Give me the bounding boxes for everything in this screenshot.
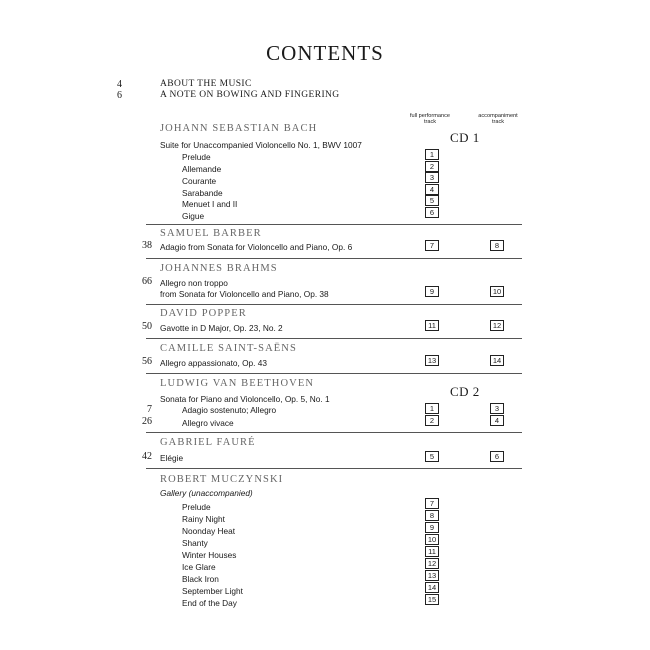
full-track-number: 1	[425, 403, 439, 414]
movement-title[interactable]: Prelude	[182, 502, 211, 512]
accompaniment-track-number: 6	[490, 451, 504, 462]
full-track-number: 6	[425, 207, 439, 218]
movement-title[interactable]: September Light	[182, 586, 243, 596]
movement-title[interactable]: Shanty	[182, 538, 208, 548]
movement-title[interactable]: Prelude	[182, 152, 211, 162]
movement-title[interactable]: End of the Day	[182, 598, 237, 608]
full-track-number: 5	[425, 195, 439, 206]
composer-heading: JOHANNES BRAHMS	[160, 263, 278, 274]
cd-label: CD 1	[450, 130, 480, 145]
full-track-header	[395, 113, 465, 125]
work-title[interactable]: Gavotte in D Major, Op. 23, No. 2	[160, 323, 283, 333]
page-number: 66	[142, 276, 152, 287]
accompaniment-track-header	[463, 113, 533, 125]
full-track-number: 4	[425, 184, 439, 195]
work-title[interactable]: Allegro non troppo	[160, 278, 228, 288]
work-title[interactable]: Adagio from Sonata for Violoncello and Piano, Op. 6	[160, 242, 353, 252]
full-track-number: 11	[425, 320, 439, 331]
movement-title[interactable]: Ice Glare	[182, 562, 216, 572]
cd-label: CD 2	[450, 384, 480, 399]
section-divider	[146, 258, 522, 259]
full-track-number: 15	[425, 594, 439, 605]
accompaniment-track-number: 10	[490, 286, 504, 297]
work-subtitle: from Sonata for Violoncello and Piano, Op. 38	[160, 289, 329, 299]
movement-title[interactable]: Rainy Night	[182, 514, 225, 524]
full-track-number: 10	[425, 534, 439, 545]
page-number: 26	[142, 416, 152, 427]
section-divider	[146, 338, 522, 339]
full-track-number: 14	[425, 582, 439, 593]
front-matter-page: 6	[117, 90, 122, 101]
composer-heading: JOHANN SEBASTIAN BACH	[160, 123, 318, 134]
work-title[interactable]: Allegro appassionato, Op. 43	[160, 358, 268, 368]
front-matter-page: 4	[117, 79, 122, 90]
page-number: 50	[142, 321, 152, 332]
full-track-number: 1	[425, 149, 439, 160]
movement-title[interactable]: Menuet I and II	[182, 199, 238, 209]
composer-heading: DAVID POPPER	[160, 308, 247, 319]
accompaniment-track-number: 3	[490, 403, 504, 414]
composer-heading: CAMILLE SAINT-SAËNS	[160, 343, 297, 354]
full-track-header-line: track	[423, 119, 437, 125]
front-matter-link[interactable]: ABOUT THE MUSIC	[160, 79, 252, 89]
composer-heading: GABRIEL FAURÉ	[160, 437, 256, 448]
page-number: 42	[142, 451, 152, 462]
front-matter-link[interactable]: A NOTE ON BOWING AND FINGERING	[160, 90, 340, 100]
movement-title[interactable]: Sarabande	[182, 188, 223, 198]
full-track-number: 2	[425, 415, 439, 426]
movement-title[interactable]: Noonday Heat	[182, 526, 236, 536]
composer-heading: LUDWIG VAN BEETHOVEN	[160, 378, 315, 389]
accompaniment-track-header-line: accompaniment	[478, 113, 518, 119]
work-title[interactable]: Sonata for Piano and Violoncello, Op. 5, No. 1	[160, 394, 330, 404]
full-track-number: 2	[425, 161, 439, 172]
full-track-number: 9	[425, 522, 439, 533]
accompaniment-track-number: 8	[490, 240, 504, 251]
section-divider	[146, 373, 522, 374]
movement-title[interactable]: Black Iron	[182, 574, 219, 584]
composer-heading: SAMUEL BARBER	[160, 228, 262, 239]
page-number: 38	[142, 240, 152, 251]
movement-title[interactable]: Winter Houses	[182, 550, 237, 560]
page-number: 7	[147, 404, 152, 415]
movement-title[interactable]: Gigue	[182, 211, 205, 221]
movement-title[interactable]: Courante	[182, 176, 217, 186]
full-track-number: 13	[425, 355, 439, 366]
accompaniment-track-number: 4	[490, 415, 504, 426]
full-track-number: 9	[425, 286, 439, 297]
page-number: 56	[142, 356, 152, 367]
section-divider	[146, 432, 522, 433]
full-track-header-line: full performance	[409, 113, 451, 119]
work-title[interactable]: Suite for Unaccompanied Violoncello No. 1, BWV 1007	[160, 140, 362, 150]
full-track-number: 12	[425, 558, 439, 569]
full-track-number: 13	[425, 570, 439, 581]
full-track-number: 11	[425, 546, 439, 557]
section-divider	[146, 224, 522, 225]
movement-title[interactable]: Allemande	[182, 164, 222, 174]
section-divider	[146, 468, 522, 469]
full-track-number: 5	[425, 451, 439, 462]
full-track-number: 7	[425, 498, 439, 509]
full-track-number: 3	[425, 172, 439, 183]
accompaniment-track-number: 14	[490, 355, 504, 366]
accompaniment-track-header-line: track	[491, 119, 505, 125]
work-title[interactable]: Gallery (unaccompanied)	[160, 488, 253, 498]
section-divider	[146, 304, 522, 305]
movement-title[interactable]: Allegro vivace	[182, 418, 234, 428]
contents-title: CONTENTS	[266, 41, 384, 65]
full-track-number: 7	[425, 240, 439, 251]
full-track-number: 8	[425, 510, 439, 521]
work-title[interactable]: Elégie	[160, 453, 184, 463]
movement-title[interactable]: Adagio sostenuto; Allegro	[182, 405, 277, 415]
composer-heading: ROBERT MUCZYNSKI	[160, 474, 284, 485]
accompaniment-track-number: 12	[490, 320, 504, 331]
